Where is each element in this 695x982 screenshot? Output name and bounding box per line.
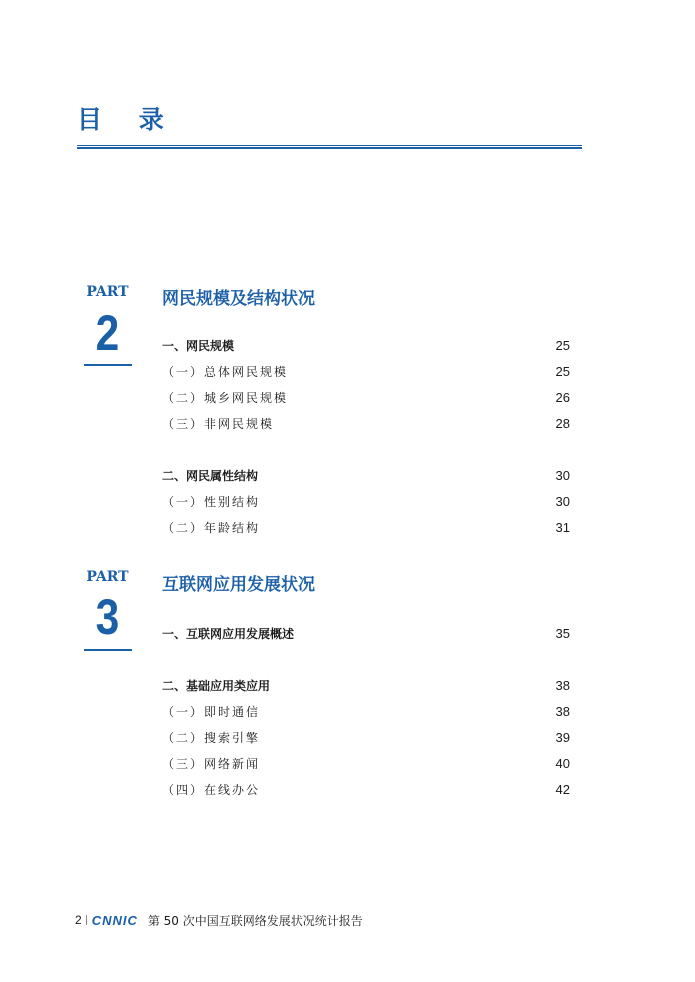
toc-entry[interactable] xyxy=(162,414,570,432)
toc-entry[interactable] xyxy=(162,388,570,406)
footer-report-title: 第 50 次中国互联网络发展状况统计报告 xyxy=(147,913,363,928)
toc-entry-label: （一）性别结构 xyxy=(162,494,261,509)
part-label: PART xyxy=(86,569,129,585)
toc-entry-label: （四）在线办公 xyxy=(162,782,261,797)
toc-entry-page: 25 xyxy=(555,337,570,353)
toc-entry[interactable] xyxy=(162,336,570,354)
toc-entry-label: 二、基础应用类应用 xyxy=(162,678,271,693)
section-title: 网民规模及结构状况 xyxy=(162,289,315,309)
section-title: 互联网应用发展状况 xyxy=(162,575,315,595)
footer-page-number: 2 xyxy=(75,913,82,927)
toc-entry[interactable] xyxy=(162,754,570,772)
toc-entry[interactable] xyxy=(162,492,570,510)
toc-entry-page: 42 xyxy=(555,781,570,797)
toc-entry-page: 40 xyxy=(555,755,570,771)
part-divider xyxy=(84,649,132,651)
part-number: 3 xyxy=(95,589,120,645)
toc-entry-page: 26 xyxy=(555,389,570,405)
footer-separator xyxy=(86,915,87,925)
toc-entry[interactable] xyxy=(162,702,570,720)
toc-entry-label: 一、互联网应用发展概述 xyxy=(162,626,295,641)
title-rule-thick xyxy=(77,147,582,149)
toc-entry-label: （一）总体网民规模 xyxy=(162,364,289,379)
toc-entry-page: 35 xyxy=(555,625,570,641)
toc-entry-page: 31 xyxy=(555,519,570,535)
toc-entry[interactable] xyxy=(162,728,570,746)
cnnic-logo: CNNIC xyxy=(91,912,138,928)
part-number: 2 xyxy=(95,305,120,361)
toc-entry-label: 一、网民规模 xyxy=(162,338,235,353)
toc-entry[interactable] xyxy=(162,624,570,642)
toc-entry-page: 38 xyxy=(555,703,570,719)
toc-entry-label: （二）搜索引擎 xyxy=(162,730,261,745)
toc-entry-label: （三）非网民规模 xyxy=(162,416,275,431)
toc-entry-page: 28 xyxy=(555,415,570,431)
toc-entry[interactable] xyxy=(162,780,570,798)
toc-entry-label: （三）网络新闻 xyxy=(162,756,261,771)
toc-entry[interactable] xyxy=(162,466,570,484)
page-footer xyxy=(75,912,363,928)
toc-title: 目 录 xyxy=(77,105,178,134)
toc-entry-page: 30 xyxy=(555,493,570,509)
toc-entry-label: （一）即时通信 xyxy=(162,704,261,719)
toc-entry-page: 25 xyxy=(555,363,570,379)
toc-entry-page: 38 xyxy=(555,677,570,693)
toc-entry[interactable] xyxy=(162,518,570,536)
toc-entry-page: 39 xyxy=(555,729,570,745)
part-label: PART xyxy=(86,284,129,300)
toc-entry-label: （二）年龄结构 xyxy=(162,520,261,535)
title-rule xyxy=(77,145,582,146)
toc-entry-page: 30 xyxy=(555,467,570,483)
toc-entry[interactable] xyxy=(162,676,570,694)
part-divider xyxy=(84,364,132,366)
toc-entry-label: 二、网民属性结构 xyxy=(162,468,259,483)
toc-entry-label: （二）城乡网民规模 xyxy=(162,390,289,405)
toc-entry[interactable] xyxy=(162,362,570,380)
